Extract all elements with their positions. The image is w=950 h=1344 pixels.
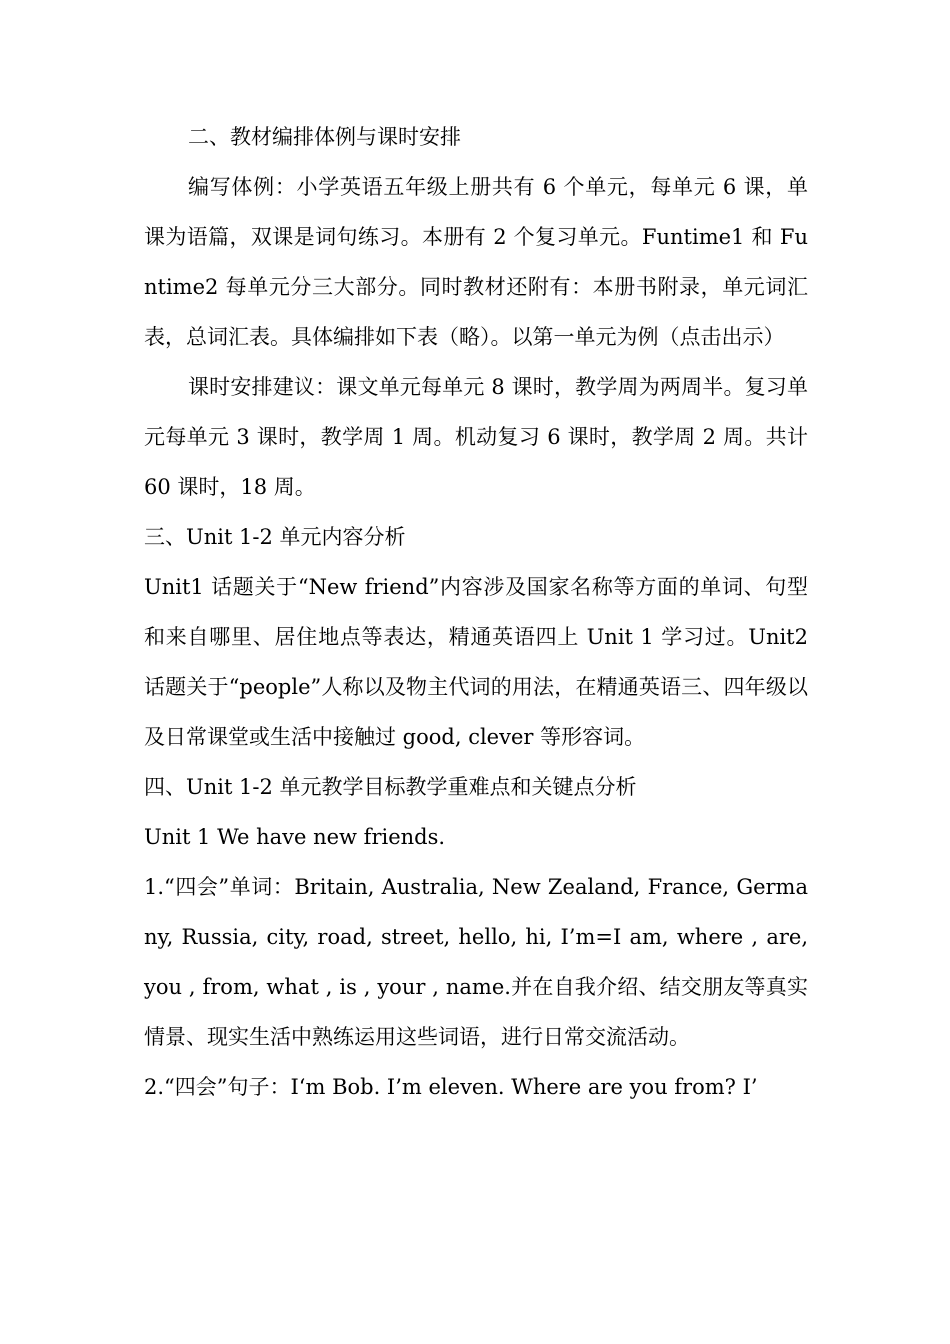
section-heading-3: 三、Unit 1-2 单元内容分析: [144, 525, 406, 549]
section-heading-4: 四、Unit 1-2 单元教学目标教学重难点和关键点分析: [144, 775, 637, 799]
section-heading-2: 二、教材编排体例与课时安排: [188, 125, 461, 149]
document-body: [144, 112, 808, 1112]
unit-1-title: Unit 1 We have new friends.: [144, 825, 446, 849]
item-1-four-skill-words: 1.“四会”单词：Britain, Australia, New Zealand, France, Germany, Russia, city, road, street, hello, hi, I’m=I am, where , are, you , from, what , is , your , name.并在自我介绍、结交朋友等真实情景、现实生活中熟练运用这些词语，进行日常交流活动。: [144, 875, 808, 1049]
item-2-four-skill-sentences: 2.“四会”句子：I‘m Bob. I’m eleven. Where are you from? I’: [144, 1075, 758, 1099]
unit-analysis-paragraph: Unit1 话题关于“New friend”内容涉及国家名称等方面的单词、句型和来自哪里、居住地点等表达，精通英语四上 Unit 1 学习过。Unit2 话题关于“people”人称以及物主代词的用法，在精通英语三、四年级以及日常课堂或生活中接触过 good, clever 等形容词。: [144, 575, 808, 749]
writing-format-paragraph: 编写体例：小学英语五年级上册共有 6 个单元，每单元 6 课，单课为语篇，双课是词句练习。本册有 2 个复习单元。Funtime1 和 Funtime2 每单元分三大部分。同时教材还附有：本册书附录，单元词汇表，总词汇表。具体编排如下表（略）。以第一单元为例（点击出示）: [144, 175, 808, 349]
schedule-suggestion-paragraph: 课时安排建议：课文单元每单元 8 课时，教学周为两周半。复习单元每单元 3 课时，教学周 1 周。机动复习 6 课时，教学周 2 周。共计 60 课时，18 周。: [144, 375, 808, 499]
